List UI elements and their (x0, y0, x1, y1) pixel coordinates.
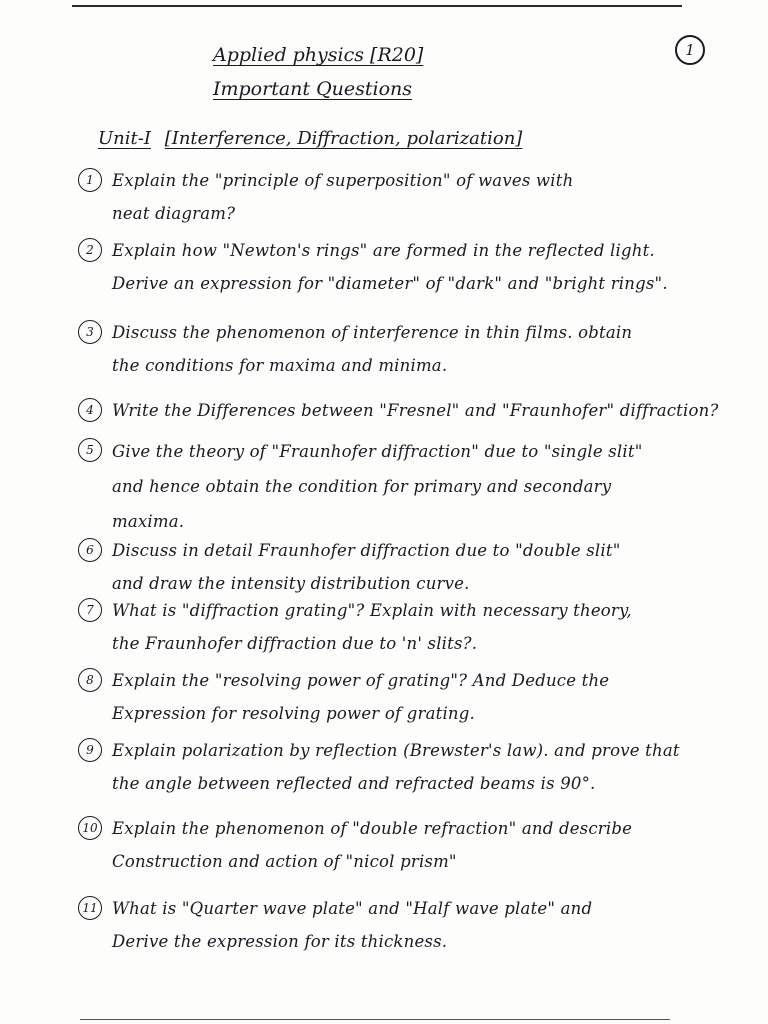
unit-topics: [Interference, Diffraction, polarization] (164, 128, 523, 149)
question-number: 1 (78, 168, 102, 192)
unit-heading (98, 128, 522, 149)
question-item (78, 734, 728, 800)
page-number-badge: 1 (675, 35, 705, 65)
question-text: What is "Quarter wave plate" and "Half wave plate" and Derive the expression for its thickness. (112, 899, 593, 951)
question-number: 5 (78, 438, 102, 462)
question-number: 6 (78, 538, 102, 562)
question-text: Explain the "resolving power of grating"? And Deduce the Expression for resolving power of grating. (112, 671, 610, 723)
question-item (78, 812, 728, 878)
top-rule (72, 5, 682, 7)
question-number: 9 (78, 738, 102, 762)
question-text: Give the theory of "Fraunhofer diffraction" due to "single slit" and hence obtain the condition for primary and secondary maxima. (112, 442, 643, 531)
question-item (78, 234, 728, 300)
question-item (78, 434, 728, 539)
unit-label: Unit-I (98, 128, 151, 149)
question-text: Discuss in detail Fraunhofer diffraction due to "double slit" and draw the intensity distribution curve. (112, 541, 621, 593)
question-item (78, 394, 728, 427)
bottom-rule (80, 1019, 670, 1020)
question-item (78, 892, 728, 958)
question-text: Explain the "principle of superposition" of waves with neat diagram? (112, 171, 574, 223)
question-number: 4 (78, 398, 102, 422)
question-number: 2 (78, 238, 102, 262)
question-number: 3 (78, 320, 102, 344)
page-title: Applied physics [R20] (213, 44, 424, 66)
question-number: 8 (78, 668, 102, 692)
question-text: Explain the phenomenon of "double refraction" and describe Construction and action of "nicol prism" (112, 819, 633, 871)
title-block (213, 38, 423, 106)
question-text: Write the Differences between "Fresnel" and "Fraunhofer" diffraction? (112, 401, 719, 420)
question-item (78, 164, 728, 230)
question-item (78, 594, 728, 660)
question-text: Explain how "Newton's rings" are formed in the reflected light. Derive an expression for "diameter" of "dark" and "bright rings". (112, 241, 668, 293)
question-number: 10 (78, 816, 102, 840)
question-item (78, 316, 728, 382)
question-text: Explain polarization by reflection (Brewster's law). and prove that the angle between reflected and refracted beams is 90°. (112, 741, 680, 793)
question-text: Discuss the phenomenon of interference in thin films. obtain the conditions for maxima and minima. (112, 323, 633, 375)
page-subtitle: Important Questions (213, 78, 413, 100)
question-item (78, 534, 728, 600)
question-number: 7 (78, 598, 102, 622)
question-text: What is "diffraction grating"? Explain with necessary theory, the Fraunhofer diffraction due to 'n' slits?. (112, 601, 632, 653)
question-number: 11 (78, 896, 102, 920)
question-item (78, 664, 728, 730)
